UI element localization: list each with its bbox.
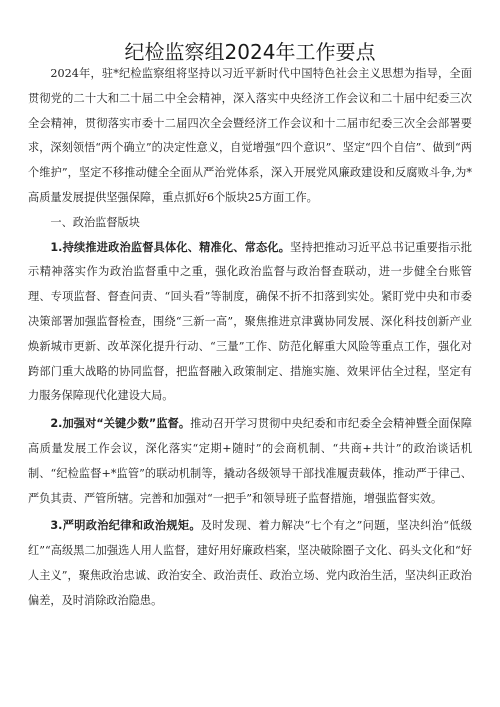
item-body-1: 坚持把推动习近平总书记重要指示批示精神落实作为政治监督重中之重，强化政治监督与政治督查联动，进一步健全台账管理、专项监督、督查问责、“回头看”等制度，确保不折不扣落到实处。紧盯党中央和市委决策部署加强监督检查，围绕“三新一高”，聚焦推进京津冀协同发展、深化科技创新产业焕新城市更新、改革深化提升行动、“三量”工作、防范化解重大风险等重点工作，强化对跨部门重大战略的协同监督，把监督融入政策制定、措施实施、效果评估全过程，坚定有力服务保障现代化建设大局。 (28, 240, 472, 403)
page-title: 纪检监察组2024年工作要点 (124, 40, 376, 64)
item-lead-2: 2.加强对“关键少数”监督。 (50, 417, 191, 431)
item-paragraph-3 (28, 514, 472, 613)
section-heading: 一、政治监督版块 (50, 215, 140, 229)
intro-paragraph: 2024年，驻*纪检监察组将坚持以习近平新时代中国特色社会主义思想为指导，全面贯彻党的二十大和二十届二中全会精神，深入落实中央经济工作会议和二十届中纪委三次全会精神，贯彻落实市委十二届四次全会暨经济工作会议和十二届市纪委三次全会部署要求，深刻领悟“两个确立”的决定性意义，自觉增强“四个意识”、坚定“四个自信”、做到“两个维护”，坚定不移推动健全全面从严治党体系，深入开展党风廉政建设和反腐败斗争,为*高质量发展提供坚强保障，重点抓好6个版块25方面工作。 (28, 67, 472, 204)
item-paragraph-1 (28, 236, 472, 410)
item-lead-3: 3.严明政治纪律和政治规矩。 (50, 519, 201, 533)
item-body-2: 推动召开学习贯彻中央纪委和市纪委全会精神暨全面保障高质量发展工作会议，深化落实“定期+随时”的会商机制、“共商+共计”的政治谈话机制、“纪检监督+*监管”的联动机制等，撬动各级领导干部找准履责载体，推动严于律己、严负其责、严管所辖。完善和加强对“一把手”和领导班子监督措施，增强监督实效。 (28, 417, 472, 505)
item-body-3: 及时发现、着力解决“七个有之”问题，坚决纠治“低级红”“高级黑二加强选人用人监督，建好用好廉政档案，坚决破除圈子文化、码头文化和“好人主义”，聚焦政治忠诚、政治安全、政治责任、政治立场、党内政治生活，坚决纠正政治偏差，及时消除政治隐患。 (28, 519, 472, 607)
item-paragraph-2 (28, 412, 472, 511)
item-lead-1: 1.持续推进政治监督具体化、精准化、常态化。 (50, 240, 291, 254)
